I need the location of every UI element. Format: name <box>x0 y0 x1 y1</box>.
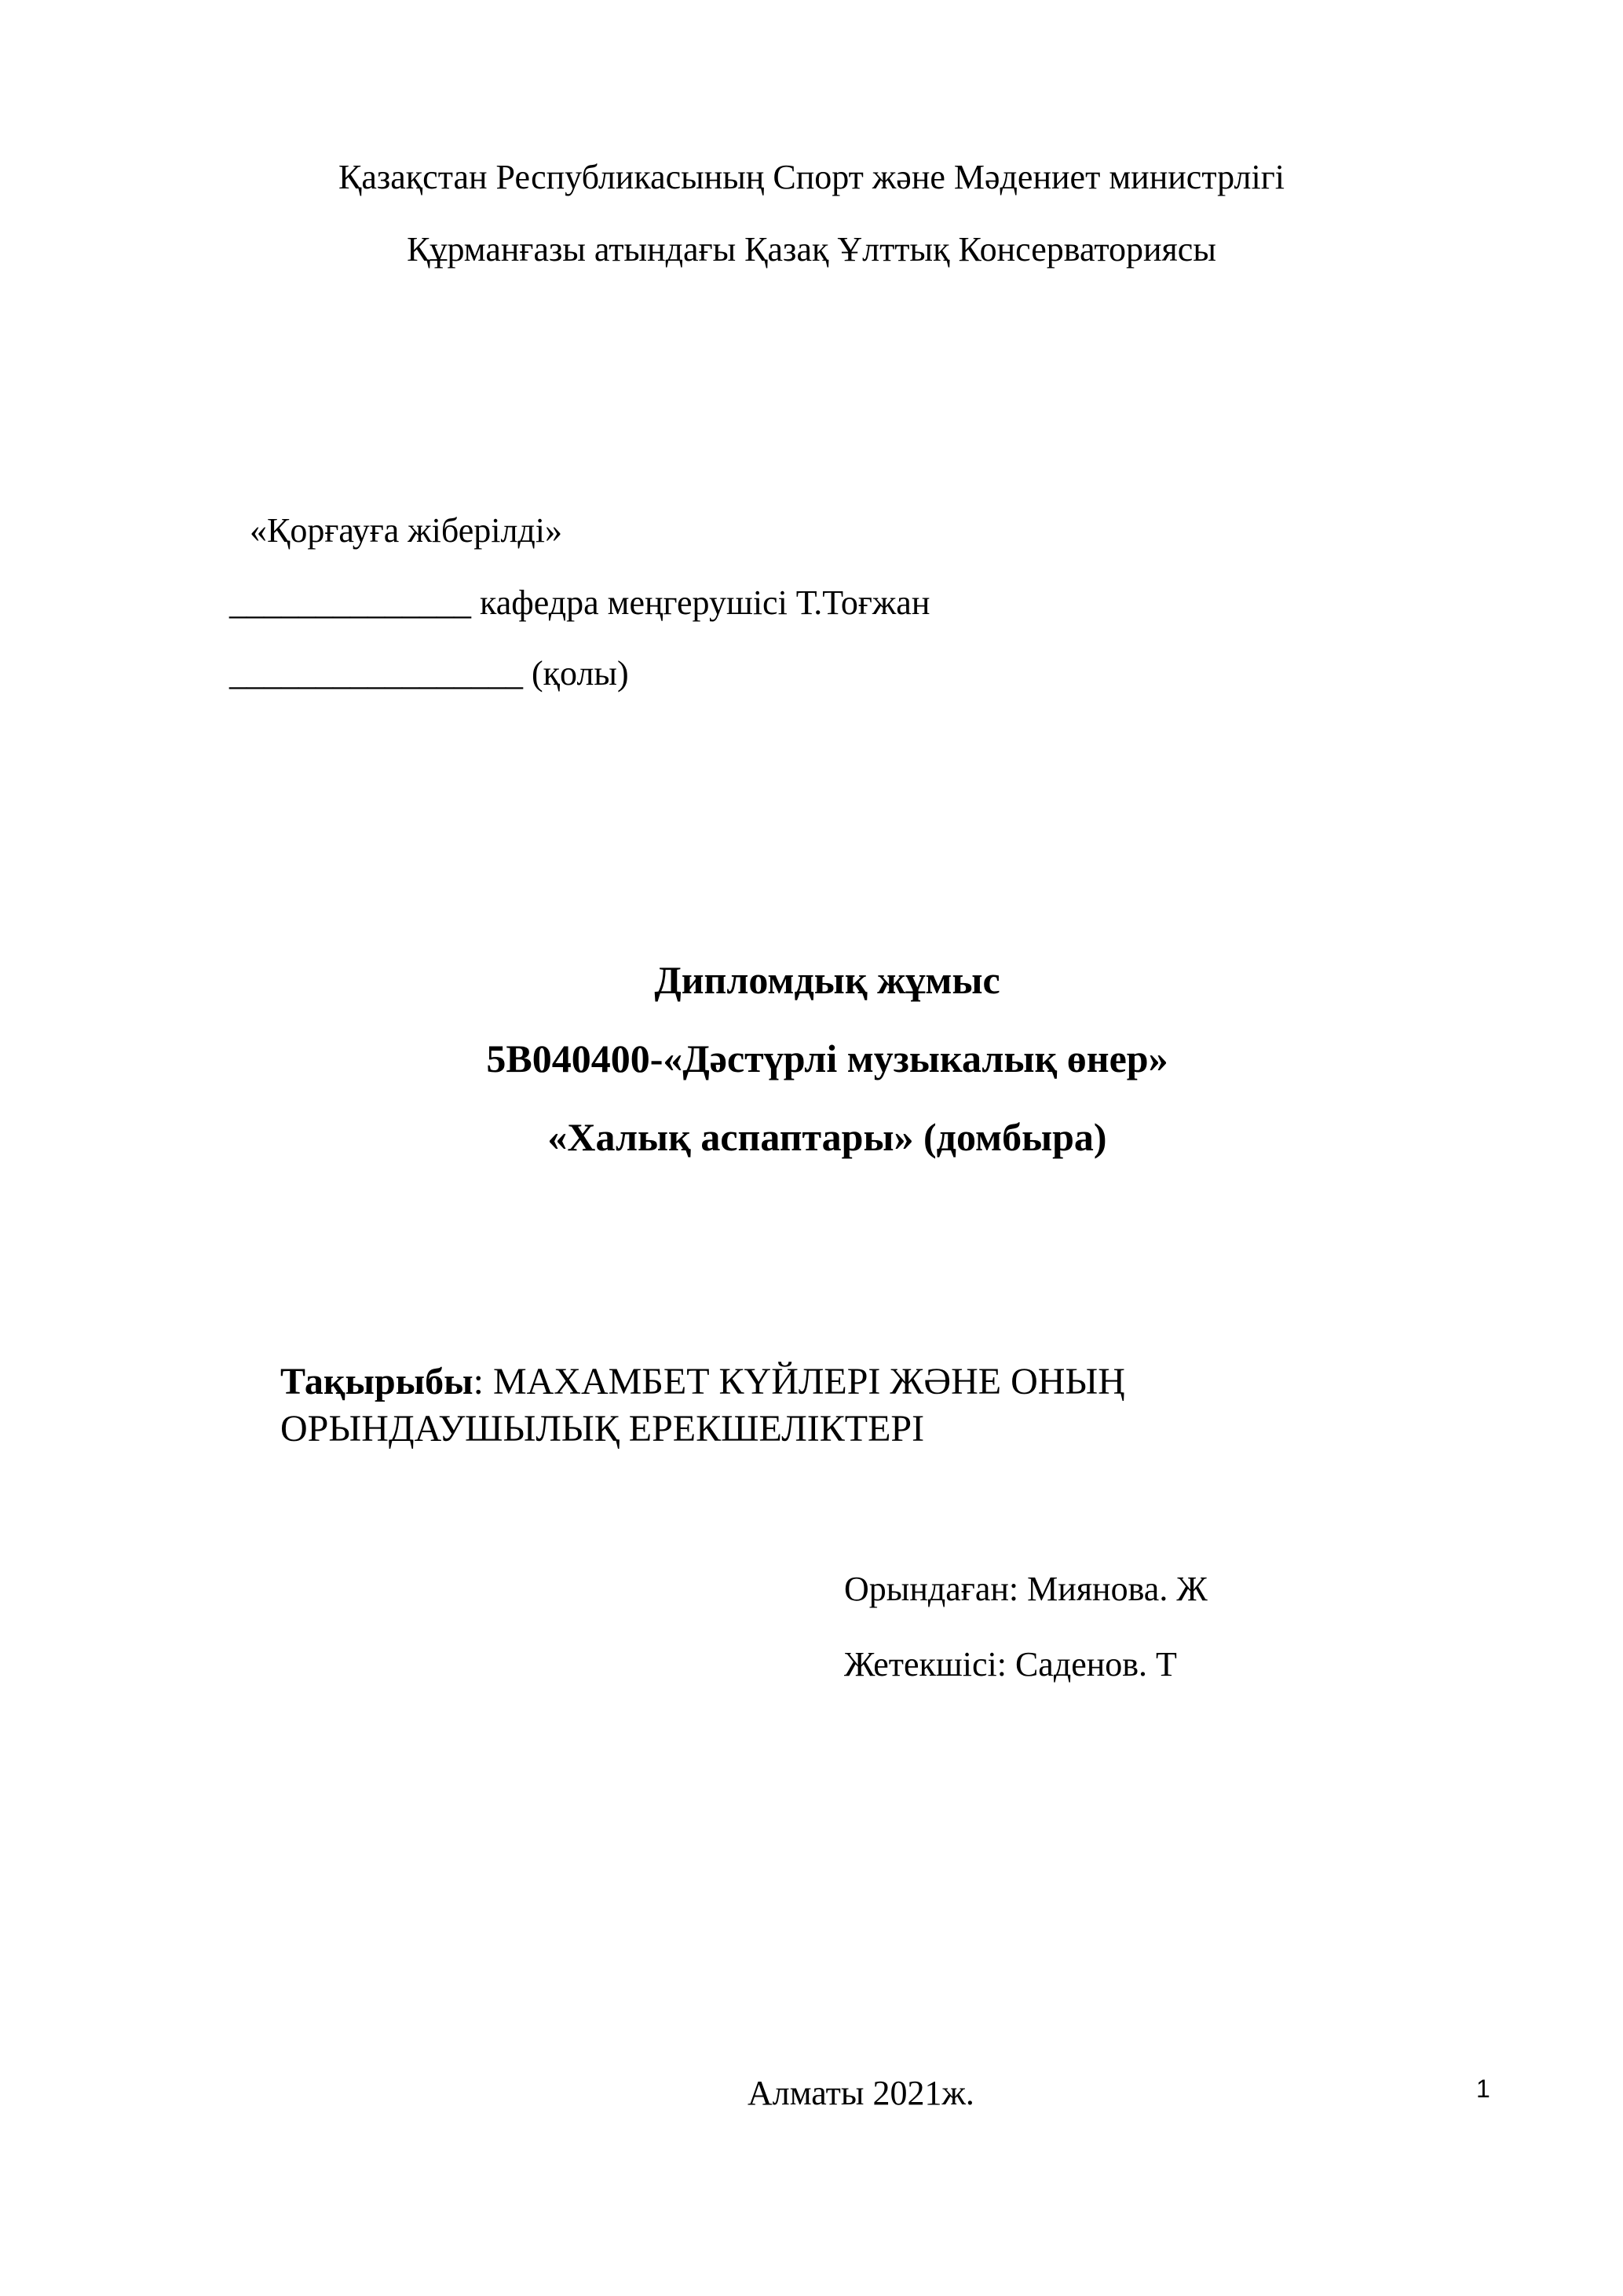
specialty-title: 5В040400-«Дәстүрлі музыкалық өнер» <box>486 1036 1168 1080</box>
performed-by-line: Орындаған: Миянова. Ж <box>844 1570 1208 1608</box>
ministry-heading: Қазақстан Республикасының Спорт және Мәдениет министрлігі <box>338 158 1285 196</box>
topic-block <box>280 1358 1419 1453</box>
department-head-line: ______________ кафедра меңгерушісі Т.Тоғжан <box>229 583 930 622</box>
page-number: 1 <box>1476 2075 1490 2103</box>
work-type-title: Дипломдық жұмыс <box>654 958 1000 1002</box>
instrument-title: «Халық аспаптары» (домбыра) <box>547 1115 1107 1159</box>
topic-label: Тақырыбы <box>280 1361 473 1402</box>
city-year-footer: Алматы 2021ж. <box>748 2074 974 2112</box>
signature-line: _________________ (қолы) <box>229 654 629 693</box>
topic-separator: : <box>473 1361 493 1402</box>
conservatory-heading: Құрманғазы атындағы Қазақ Ұлттық Консерваториясы <box>407 230 1216 269</box>
topic-text: МАХАМБЕТ КҮЙЛЕРІ ЖӘНЕ ОНЫҢ ОРЫНДАУШЫЛЫҚ ЕРЕКШЕЛІКТЕРІ <box>280 1361 1125 1450</box>
approval-submitted-text: «Қорғауға жіберілді» <box>250 511 563 550</box>
supervisor-line: Жетекшісі: Саденов. Т <box>844 1645 1177 1684</box>
